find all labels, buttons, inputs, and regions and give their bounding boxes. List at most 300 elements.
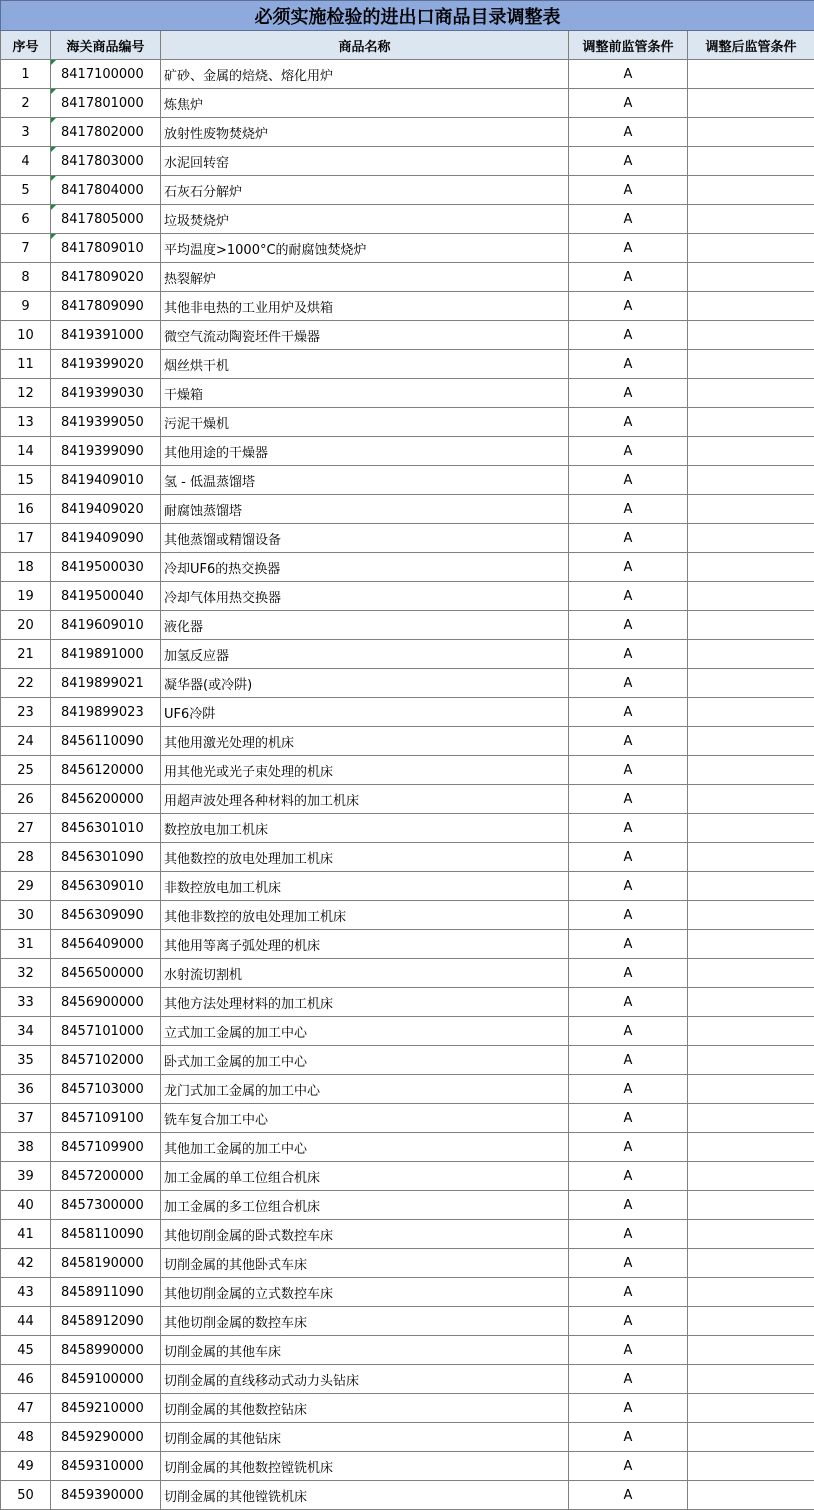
cell-idx-text: 48 (17, 1430, 34, 1445)
cell-before[interactable] (569, 1423, 688, 1452)
cell-code[interactable] (51, 495, 161, 524)
cell-before[interactable] (569, 263, 688, 292)
cell-before[interactable] (569, 988, 688, 1017)
cell-name-text: 冷却UF6的热交换器 (164, 562, 280, 577)
cell-idx[interactable] (1, 234, 51, 263)
cell-idx[interactable] (1, 698, 51, 727)
cell-name[interactable] (161, 669, 569, 698)
cell-name[interactable] (161, 263, 569, 292)
cell-before[interactable] (569, 89, 688, 118)
cell-name[interactable] (161, 843, 569, 872)
cell-code-text: 8457300000 (61, 1198, 144, 1213)
cell-before[interactable] (569, 466, 688, 495)
cell-name[interactable] (161, 1394, 569, 1423)
cell-code[interactable] (51, 669, 161, 698)
cell-name[interactable] (161, 1075, 569, 1104)
cell-name[interactable] (161, 1481, 569, 1510)
cell-after[interactable] (688, 1017, 814, 1046)
cell-name[interactable] (161, 640, 569, 669)
cell-before[interactable] (569, 814, 688, 843)
cell-code-text: 8459290000 (61, 1430, 144, 1445)
cell-before[interactable] (569, 1220, 688, 1249)
cell-before[interactable] (569, 60, 688, 89)
cell-code-text: 8457102000 (61, 1053, 144, 1068)
cell-before[interactable] (569, 1336, 688, 1365)
cell-idx[interactable] (1, 1336, 51, 1365)
cell-code[interactable] (51, 988, 161, 1017)
cell-after[interactable] (688, 176, 814, 205)
cell-before[interactable] (569, 1191, 688, 1220)
table-title[interactable]: 必须实施检验的进出口商品目录调整表 (1, 1, 814, 31)
cell-after[interactable] (688, 1278, 814, 1307)
cell-name[interactable] (161, 814, 569, 843)
cell-code[interactable] (51, 350, 161, 379)
cell-before[interactable] (569, 524, 688, 553)
cell-code-text: 8458911090 (61, 1285, 144, 1300)
cell-idx-text: 6 (21, 212, 29, 227)
cell-code[interactable] (51, 553, 161, 582)
table-row (1, 582, 814, 611)
cell-idx[interactable] (1, 89, 51, 118)
cell-idx[interactable] (1, 379, 51, 408)
cell-code[interactable] (51, 814, 161, 843)
cell-after[interactable] (688, 1365, 814, 1394)
cell-before[interactable] (569, 959, 688, 988)
cell-before[interactable] (569, 1481, 688, 1510)
cell-name[interactable] (161, 234, 569, 263)
cell-after[interactable] (688, 1220, 814, 1249)
cell-idx-text: 17 (17, 531, 34, 546)
cell-idx-text: 49 (17, 1459, 34, 1474)
cell-name[interactable] (161, 698, 569, 727)
cell-name-text: 液化器 (164, 620, 203, 635)
cell-after[interactable] (688, 1249, 814, 1278)
cell-name[interactable] (161, 89, 569, 118)
cell-after[interactable] (688, 843, 814, 872)
cell-idx[interactable] (1, 1191, 51, 1220)
cell-before[interactable] (569, 495, 688, 524)
cell-name-text: 热裂解炉 (164, 272, 216, 287)
cell-code[interactable] (51, 727, 161, 756)
header-idx[interactable]: 序号 (1, 31, 51, 60)
cell-idx[interactable] (1, 1365, 51, 1394)
cell-idx[interactable] (1, 1104, 51, 1133)
cell-code[interactable] (51, 582, 161, 611)
cell-code[interactable] (51, 698, 161, 727)
cell-after[interactable] (688, 524, 814, 553)
cell-idx[interactable] (1, 147, 51, 176)
cell-after[interactable] (688, 582, 814, 611)
cell-code[interactable] (51, 292, 161, 321)
cell-code-text: 8419399090 (61, 444, 144, 459)
cell-name[interactable] (161, 1365, 569, 1394)
cell-idx-text: 15 (17, 473, 34, 488)
cell-name[interactable] (161, 321, 569, 350)
cell-code-text: 8456500000 (61, 966, 144, 981)
cell-name[interactable] (161, 1220, 569, 1249)
cell-code[interactable] (51, 1220, 161, 1249)
cell-before[interactable] (569, 1104, 688, 1133)
cell-idx[interactable] (1, 1017, 51, 1046)
header-before[interactable]: 调整前监管条件 (569, 31, 688, 60)
cell-name[interactable] (161, 582, 569, 611)
cell-idx[interactable] (1, 1481, 51, 1510)
cell-code[interactable] (51, 263, 161, 292)
cell-code[interactable] (51, 437, 161, 466)
cell-idx[interactable] (1, 553, 51, 582)
cell-after[interactable] (688, 408, 814, 437)
cell-code[interactable] (51, 959, 161, 988)
cell-name[interactable] (161, 205, 569, 234)
cell-after[interactable] (688, 872, 814, 901)
cell-name[interactable] (161, 466, 569, 495)
cell-name-text: 放射性废物焚烧炉 (164, 127, 268, 142)
cell-idx[interactable] (1, 1278, 51, 1307)
cell-code[interactable] (51, 379, 161, 408)
cell-idx[interactable] (1, 582, 51, 611)
cell-idx[interactable] (1, 205, 51, 234)
cell-code[interactable] (51, 756, 161, 785)
cell-code[interactable] (51, 1481, 161, 1510)
header-after[interactable]: 调整后监管条件 (688, 31, 814, 60)
cell-after[interactable] (688, 466, 814, 495)
cell-idx[interactable] (1, 814, 51, 843)
cell-code[interactable] (51, 524, 161, 553)
cell-after[interactable] (688, 901, 814, 930)
cell-code[interactable] (51, 640, 161, 669)
cell-code[interactable] (51, 872, 161, 901)
cell-idx-text: 50 (17, 1488, 34, 1503)
cell-code-text: 8457109100 (61, 1111, 144, 1126)
cell-code[interactable] (51, 321, 161, 350)
cell-before[interactable] (569, 408, 688, 437)
cell-after[interactable] (688, 1046, 814, 1075)
cell-idx[interactable] (1, 959, 51, 988)
cell-code[interactable] (51, 843, 161, 872)
cell-idx[interactable] (1, 408, 51, 437)
cell-before[interactable] (569, 118, 688, 147)
cell-name[interactable] (161, 756, 569, 785)
cell-code[interactable] (51, 147, 161, 176)
cell-before-text: A (624, 502, 633, 517)
cell-name-text: 矿砂、金属的焙烧、熔化用炉 (164, 69, 333, 84)
cell-after[interactable] (688, 495, 814, 524)
cell-code[interactable] (51, 1365, 161, 1394)
cell-idx[interactable] (1, 1075, 51, 1104)
cell-name[interactable] (161, 727, 569, 756)
cell-name-text: 其他数控的放电处理加工机床 (164, 852, 333, 867)
cell-after[interactable] (688, 727, 814, 756)
cell-before[interactable] (569, 727, 688, 756)
cell-name[interactable] (161, 1104, 569, 1133)
cell-after[interactable] (688, 147, 814, 176)
cell-idx[interactable] (1, 292, 51, 321)
cell-after[interactable] (688, 1133, 814, 1162)
cell-name[interactable] (161, 176, 569, 205)
cell-after[interactable] (688, 640, 814, 669)
cell-after[interactable] (688, 1162, 814, 1191)
cell-idx[interactable] (1, 60, 51, 89)
cell-code[interactable] (51, 408, 161, 437)
cell-code[interactable] (51, 1191, 161, 1220)
cell-code[interactable] (51, 1046, 161, 1075)
cell-code-text: 8417805000 (61, 212, 144, 227)
cell-after[interactable] (688, 321, 814, 350)
cell-before[interactable] (569, 234, 688, 263)
cell-before[interactable] (569, 1162, 688, 1191)
cell-after[interactable] (688, 379, 814, 408)
cell-idx[interactable] (1, 727, 51, 756)
table-row (1, 901, 814, 930)
cell-name[interactable] (161, 901, 569, 930)
cell-name[interactable] (161, 1278, 569, 1307)
cell-after[interactable] (688, 263, 814, 292)
cell-after[interactable] (688, 437, 814, 466)
cell-after[interactable] (688, 669, 814, 698)
cell-code-text: 8456900000 (61, 995, 144, 1010)
cell-idx[interactable] (1, 437, 51, 466)
cell-code-text: 8417809010 (61, 241, 144, 256)
cell-before[interactable] (569, 1075, 688, 1104)
cell-idx-text: 10 (17, 328, 34, 343)
cell-name[interactable] (161, 292, 569, 321)
cell-code[interactable] (51, 466, 161, 495)
cell-name[interactable] (161, 553, 569, 582)
cell-name[interactable] (161, 1133, 569, 1162)
cell-name[interactable] (161, 1307, 569, 1336)
cell-before[interactable] (569, 930, 688, 959)
cell-code[interactable] (51, 118, 161, 147)
cell-after[interactable] (688, 611, 814, 640)
cell-name[interactable] (161, 1336, 569, 1365)
cell-idx[interactable] (1, 640, 51, 669)
cell-idx[interactable] (1, 1249, 51, 1278)
cell-code[interactable] (51, 1423, 161, 1452)
cell-name[interactable] (161, 1452, 569, 1481)
cell-idx[interactable] (1, 872, 51, 901)
cell-idx-text: 20 (17, 618, 34, 633)
cell-idx[interactable] (1, 785, 51, 814)
cell-idx[interactable] (1, 1046, 51, 1075)
cell-code[interactable] (51, 1133, 161, 1162)
cell-code[interactable] (51, 1104, 161, 1133)
cell-before[interactable] (569, 611, 688, 640)
cell-idx[interactable] (1, 321, 51, 350)
cell-code[interactable] (51, 60, 161, 89)
cell-before[interactable] (569, 205, 688, 234)
cell-before[interactable] (569, 553, 688, 582)
cell-after[interactable] (688, 553, 814, 582)
cell-name[interactable] (161, 350, 569, 379)
cell-before[interactable] (569, 1133, 688, 1162)
cell-after[interactable] (688, 1307, 814, 1336)
cell-before[interactable] (569, 350, 688, 379)
cell-after[interactable] (688, 60, 814, 89)
cell-before[interactable] (569, 901, 688, 930)
cell-after[interactable] (688, 89, 814, 118)
cell-idx[interactable] (1, 930, 51, 959)
cell-name[interactable] (161, 147, 569, 176)
cell-after[interactable] (688, 1394, 814, 1423)
cell-before[interactable] (569, 321, 688, 350)
cell-before[interactable] (569, 698, 688, 727)
cell-code[interactable] (51, 1249, 161, 1278)
cell-idx[interactable] (1, 756, 51, 785)
cell-before[interactable] (569, 640, 688, 669)
cell-after[interactable] (688, 292, 814, 321)
cell-after[interactable] (688, 234, 814, 263)
cell-after[interactable] (688, 1481, 814, 1510)
cell-before-text: A (624, 1401, 633, 1416)
cell-code[interactable] (51, 1307, 161, 1336)
cell-code[interactable] (51, 1162, 161, 1191)
cell-code[interactable] (51, 1336, 161, 1365)
cell-after[interactable] (688, 1104, 814, 1133)
cell-idx[interactable] (1, 118, 51, 147)
cell-name[interactable] (161, 1162, 569, 1191)
cell-idx[interactable] (1, 1162, 51, 1191)
cell-name[interactable] (161, 988, 569, 1017)
cell-idx[interactable] (1, 611, 51, 640)
cell-idx[interactable] (1, 495, 51, 524)
cell-name[interactable] (161, 379, 569, 408)
cell-before[interactable] (569, 176, 688, 205)
cell-after[interactable] (688, 1336, 814, 1365)
table-row (1, 205, 814, 234)
cell-after[interactable] (688, 698, 814, 727)
cell-after[interactable] (688, 118, 814, 147)
cell-name[interactable] (161, 1046, 569, 1075)
cell-name[interactable] (161, 408, 569, 437)
header-code[interactable]: 海关商品编号 (51, 31, 161, 60)
cell-code[interactable] (51, 234, 161, 263)
cell-name[interactable] (161, 1017, 569, 1046)
cell-idx-text: 12 (17, 386, 34, 401)
cell-before-text: A (624, 560, 633, 575)
cell-code-text: 8456301090 (61, 850, 144, 865)
cell-before-text: A (624, 1053, 633, 1068)
cell-before[interactable] (569, 872, 688, 901)
cell-name[interactable] (161, 1249, 569, 1278)
cell-after[interactable] (688, 959, 814, 988)
cell-code[interactable] (51, 901, 161, 930)
cell-code[interactable] (51, 1278, 161, 1307)
cell-idx[interactable] (1, 350, 51, 379)
cell-name[interactable] (161, 437, 569, 466)
cell-code-text: 8419891000 (61, 647, 144, 662)
cell-before[interactable] (569, 1046, 688, 1075)
cell-before[interactable] (569, 437, 688, 466)
cell-before[interactable] (569, 379, 688, 408)
cell-name[interactable] (161, 959, 569, 988)
cell-name[interactable] (161, 1423, 569, 1452)
cell-idx[interactable] (1, 901, 51, 930)
cell-before[interactable] (569, 843, 688, 872)
header-name[interactable]: 商品名称 (161, 31, 569, 60)
cell-code[interactable] (51, 785, 161, 814)
error-indicator-icon (51, 60, 56, 65)
cell-after[interactable] (688, 1423, 814, 1452)
cell-before-text: A (624, 589, 633, 604)
table-row (1, 669, 814, 698)
cell-before-text: A (624, 1111, 633, 1126)
cell-code-text: 8419409090 (61, 531, 144, 546)
cell-before[interactable] (569, 785, 688, 814)
cell-idx[interactable] (1, 1307, 51, 1336)
cell-code[interactable] (51, 1394, 161, 1423)
cell-after[interactable] (688, 1191, 814, 1220)
cell-before[interactable] (569, 756, 688, 785)
cell-before[interactable] (569, 582, 688, 611)
cell-before[interactable] (569, 669, 688, 698)
cell-after[interactable] (688, 988, 814, 1017)
cell-idx[interactable] (1, 1423, 51, 1452)
cell-idx[interactable] (1, 524, 51, 553)
cell-name[interactable] (161, 60, 569, 89)
cell-code[interactable] (51, 205, 161, 234)
cell-before[interactable] (569, 1394, 688, 1423)
cell-name[interactable] (161, 118, 569, 147)
cell-after[interactable] (688, 814, 814, 843)
cell-name-text: 其他蒸馏或精馏设备 (164, 533, 281, 548)
cell-name[interactable] (161, 872, 569, 901)
cell-before[interactable] (569, 1307, 688, 1336)
cell-code-text: 8456409000 (61, 937, 144, 952)
cell-code[interactable] (51, 176, 161, 205)
cell-before[interactable] (569, 147, 688, 176)
cell-code[interactable] (51, 1452, 161, 1481)
cell-idx-text: 11 (17, 357, 34, 372)
cell-after[interactable] (688, 205, 814, 234)
cell-name[interactable] (161, 785, 569, 814)
cell-name[interactable] (161, 1191, 569, 1220)
cell-idx-text: 42 (17, 1256, 34, 1271)
cell-before[interactable] (569, 1249, 688, 1278)
cell-code[interactable] (51, 1075, 161, 1104)
cell-before[interactable] (569, 1365, 688, 1394)
cell-idx[interactable] (1, 843, 51, 872)
cell-before[interactable] (569, 292, 688, 321)
cell-idx[interactable] (1, 1133, 51, 1162)
cell-idx[interactable] (1, 1394, 51, 1423)
cell-before[interactable] (569, 1452, 688, 1481)
cell-name[interactable] (161, 524, 569, 553)
cell-idx[interactable] (1, 669, 51, 698)
cell-idx[interactable] (1, 466, 51, 495)
cell-after[interactable] (688, 930, 814, 959)
cell-name[interactable] (161, 930, 569, 959)
cell-name[interactable] (161, 611, 569, 640)
cell-code[interactable] (51, 930, 161, 959)
cell-before[interactable] (569, 1017, 688, 1046)
cell-after[interactable] (688, 756, 814, 785)
cell-name-text: 其他用激光处理的机床 (164, 736, 294, 751)
cell-after[interactable] (688, 785, 814, 814)
cell-after[interactable] (688, 1075, 814, 1104)
cell-after[interactable] (688, 350, 814, 379)
cell-before[interactable] (569, 1278, 688, 1307)
cell-idx[interactable] (1, 1220, 51, 1249)
cell-code[interactable] (51, 89, 161, 118)
cell-code[interactable] (51, 1017, 161, 1046)
cell-idx[interactable] (1, 988, 51, 1017)
cell-name[interactable] (161, 495, 569, 524)
cell-idx[interactable] (1, 1452, 51, 1481)
cell-idx[interactable] (1, 176, 51, 205)
cell-idx[interactable] (1, 263, 51, 292)
cell-after[interactable] (688, 1452, 814, 1481)
cell-code[interactable] (51, 611, 161, 640)
